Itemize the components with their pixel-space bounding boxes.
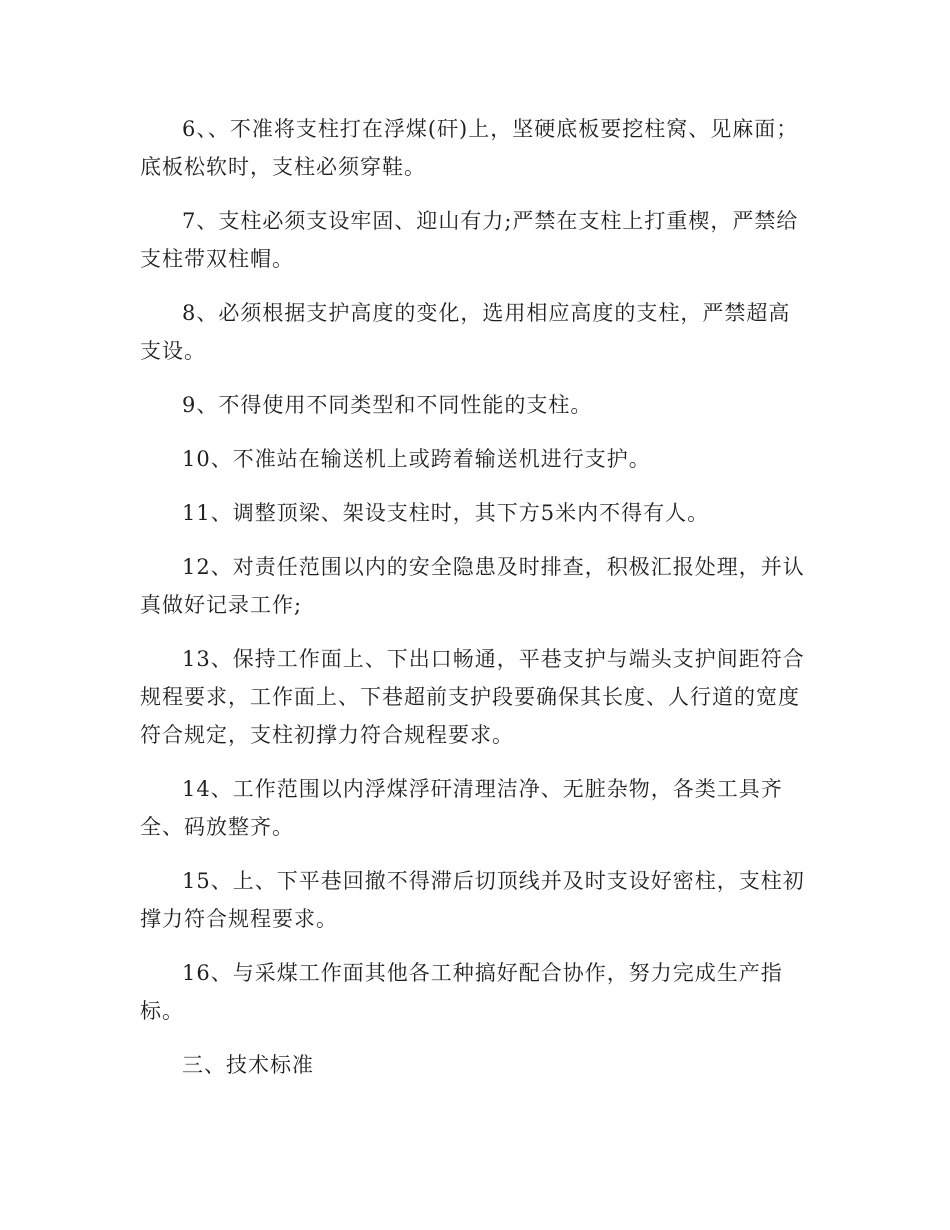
paragraph-item-10: 10、不准站在输送机上或跨着输送机进行支护。	[182, 447, 651, 471]
paragraph-item-7: 7、支柱必须支设牢固、迎山有力;严禁在支柱上打重楔，严禁给支柱带双柱帽。	[140, 209, 799, 271]
paragraph-item-8: 8、必须根据支护高度的变化，选用相应高度的支柱，严禁超高支设。	[140, 301, 791, 363]
paragraph-item-6: 6、、不准将支柱打在浮煤(矸)上，坚硬底板要挖柱窝、见麻面；底板松软时，支柱必须穿鞋。	[140, 117, 799, 179]
paragraph-item-9: 9、不得使用不同类型和不同性能的支柱。	[182, 393, 593, 417]
paragraph-item-16: 16、与采煤工作面其他各工种搞好配合协作，努力完成生产指标。	[140, 961, 783, 1023]
document-body	[140, 110, 810, 1084]
paragraph-item-12: 12、对责任范围以内的安全隐患及时排查，积极汇报处理，并认真做好记录工作;	[140, 555, 805, 617]
paragraph-item-13: 13、保持工作面上、下出口畅通，平巷支护与端头支护间距符合规程要求，工作面上、下巷超前支护段要确保其长度、人行道的宽度符合规定，支柱初撑力符合规程要求。	[140, 647, 805, 747]
section-heading-technical-standards: 三、技术标准	[182, 1053, 314, 1077]
paragraph-item-14: 14、工作范围以内浮煤浮矸清理洁净、无脏杂物，各类工具齐全、码放整齐。	[140, 777, 783, 839]
paragraph-item-15: 15、上、下平巷回撤不得滞后切顶线并及时支设好密柱，支柱初撑力符合规程要求。	[140, 869, 805, 931]
paragraph-item-11: 11、调整顶梁、架设支柱时，其下方5米内不得有人。	[182, 501, 710, 525]
